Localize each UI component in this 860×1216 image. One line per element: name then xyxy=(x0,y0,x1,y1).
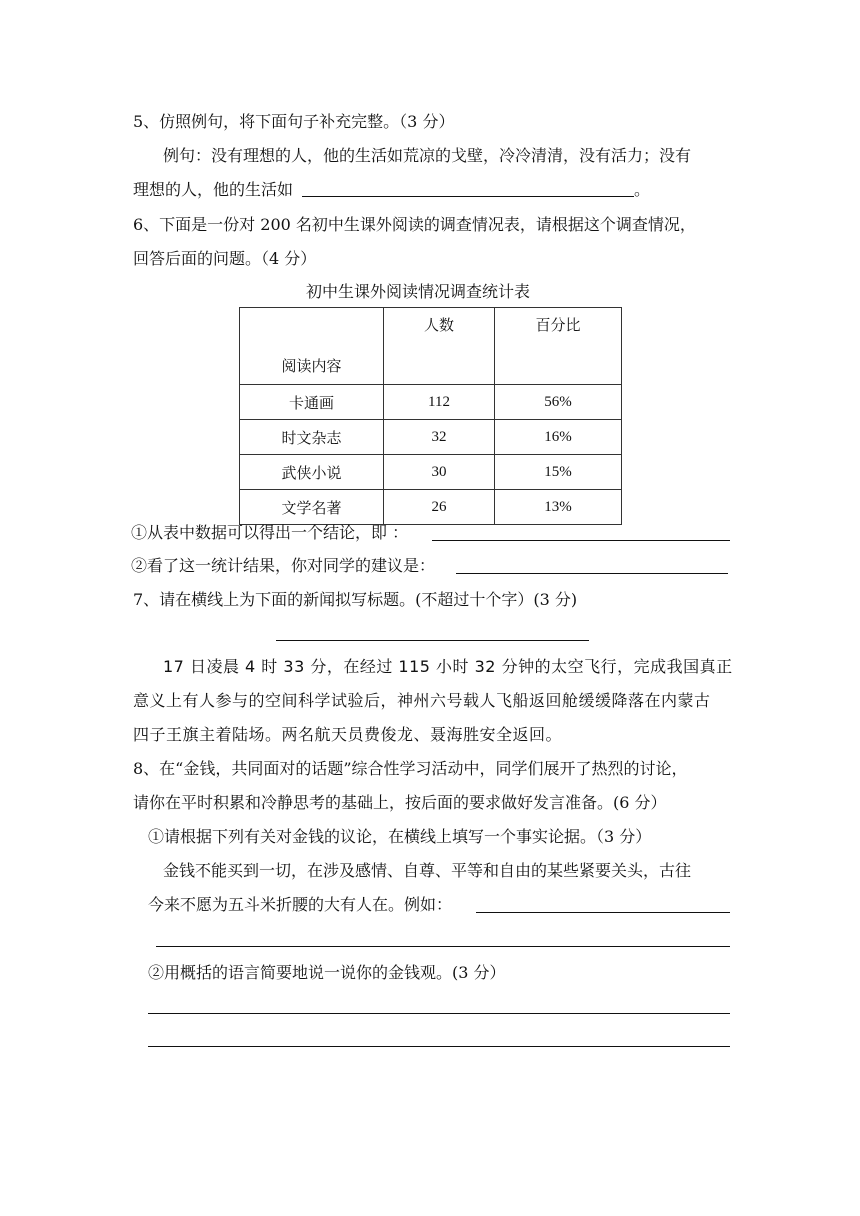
table-cell: 32 xyxy=(384,420,495,455)
table-cell: 56% xyxy=(495,385,622,420)
q5-example-line1: 例句：没有理想的人，他的生活如荒凉的戈壁，冷冷清清，没有活力；没有 xyxy=(163,146,692,165)
table-cell: 文学名著 xyxy=(240,490,384,525)
q8-sub1-blank-2[interactable] xyxy=(156,946,730,947)
table-cell: 武侠小说 xyxy=(240,455,384,490)
q7-title: 7、请在横线上为下面的新闻拟写标题。(不超过十个字）(3 分) xyxy=(133,590,578,609)
q6-title-line2: 回答后面的问题。（4 分） xyxy=(133,249,317,268)
table-cell: 26 xyxy=(384,490,495,525)
q5-example-line2-suffix: 。 xyxy=(634,180,651,199)
q6-title-line1: 6、下面是一份对 200 名初中生课外阅读的调查情况表，请根据这个调查情况， xyxy=(133,215,696,234)
table-header-cell: 阅读内容 xyxy=(240,308,384,385)
q8-sub1: ①请根据下列有关对金钱的议论，在横线上填写一个事实论据。（3 分） xyxy=(148,827,652,846)
q5-example-line2-prefix: 理想的人，他的生活如 xyxy=(133,180,294,199)
table-cell: 时文杂志 xyxy=(240,420,384,455)
q6-sub2: ②看了这一统计结果，你对同学的建议是： xyxy=(131,556,436,575)
q7-news-line2: 意义上有人参与的空间科学试验后，神州六号载人飞船返回舱缓缓降落在内蒙古 xyxy=(133,691,711,710)
table-row xyxy=(240,420,622,455)
table-cell: 16% xyxy=(495,420,622,455)
table-cell: 卡通画 xyxy=(240,385,384,420)
q8-sub2: ②用概括的语言简要地说一说你的金钱观。(3 分） xyxy=(148,963,506,982)
table-row xyxy=(240,385,622,420)
table-cell: 15% xyxy=(495,455,622,490)
q6-sub1: ①从表中数据可以得出一个结论，即 ： xyxy=(131,523,409,542)
q6-table-caption: 初中生课外阅读情况调查统计表 xyxy=(306,282,531,301)
q7-news-line3: 四子王旗主着陆场。两名航天员费俊龙、聂海胜安全返回。 xyxy=(133,725,563,744)
table-cell: 30 xyxy=(384,455,495,490)
q7-news-line1: 17 日凌晨 4 时 33 分，在经过 115 小时 32 分钟的太空飞行，完成我国真正 xyxy=(163,657,733,676)
q8-sub1-text-line2: 今来不愿为五斗米折腰的大有人在。例如： xyxy=(148,895,453,914)
q7-headline-blank[interactable] xyxy=(276,640,589,641)
q8-sub1-text-line1: 金钱不能买到一切，在涉及感情、自尊、平等和自由的某些紧要关头，古往 xyxy=(163,861,692,880)
q8-sub1-blank-1[interactable] xyxy=(476,912,730,913)
q8-title-line1: 8、在“金钱，共同面对的话题”综合性学习活动中，同学们展开了热烈的讨论， xyxy=(133,759,688,778)
table-header-cell: 人数 xyxy=(384,308,495,385)
q8-sub2-blank-1[interactable] xyxy=(148,1013,730,1014)
table-row xyxy=(240,490,622,525)
table-cell: 112 xyxy=(384,385,495,420)
q6-sub2-blank[interactable] xyxy=(456,573,728,574)
table-header-cell: 百分比 xyxy=(495,308,622,385)
q5-answer-blank[interactable] xyxy=(302,196,634,197)
table-header-row xyxy=(240,308,622,385)
q5-title: 5、仿照例句，将下面句子补充完整。（3 分） xyxy=(133,112,455,131)
q8-sub2-blank-2[interactable] xyxy=(148,1046,730,1047)
table-cell: 13% xyxy=(495,490,622,525)
q8-title-line2: 请你在平时积累和冷静思考的基础上，按后面的要求做好发言准备。(6 分） xyxy=(133,793,667,812)
table-row xyxy=(240,455,622,490)
q6-sub1-blank[interactable] xyxy=(432,540,730,541)
survey-table xyxy=(239,307,622,525)
